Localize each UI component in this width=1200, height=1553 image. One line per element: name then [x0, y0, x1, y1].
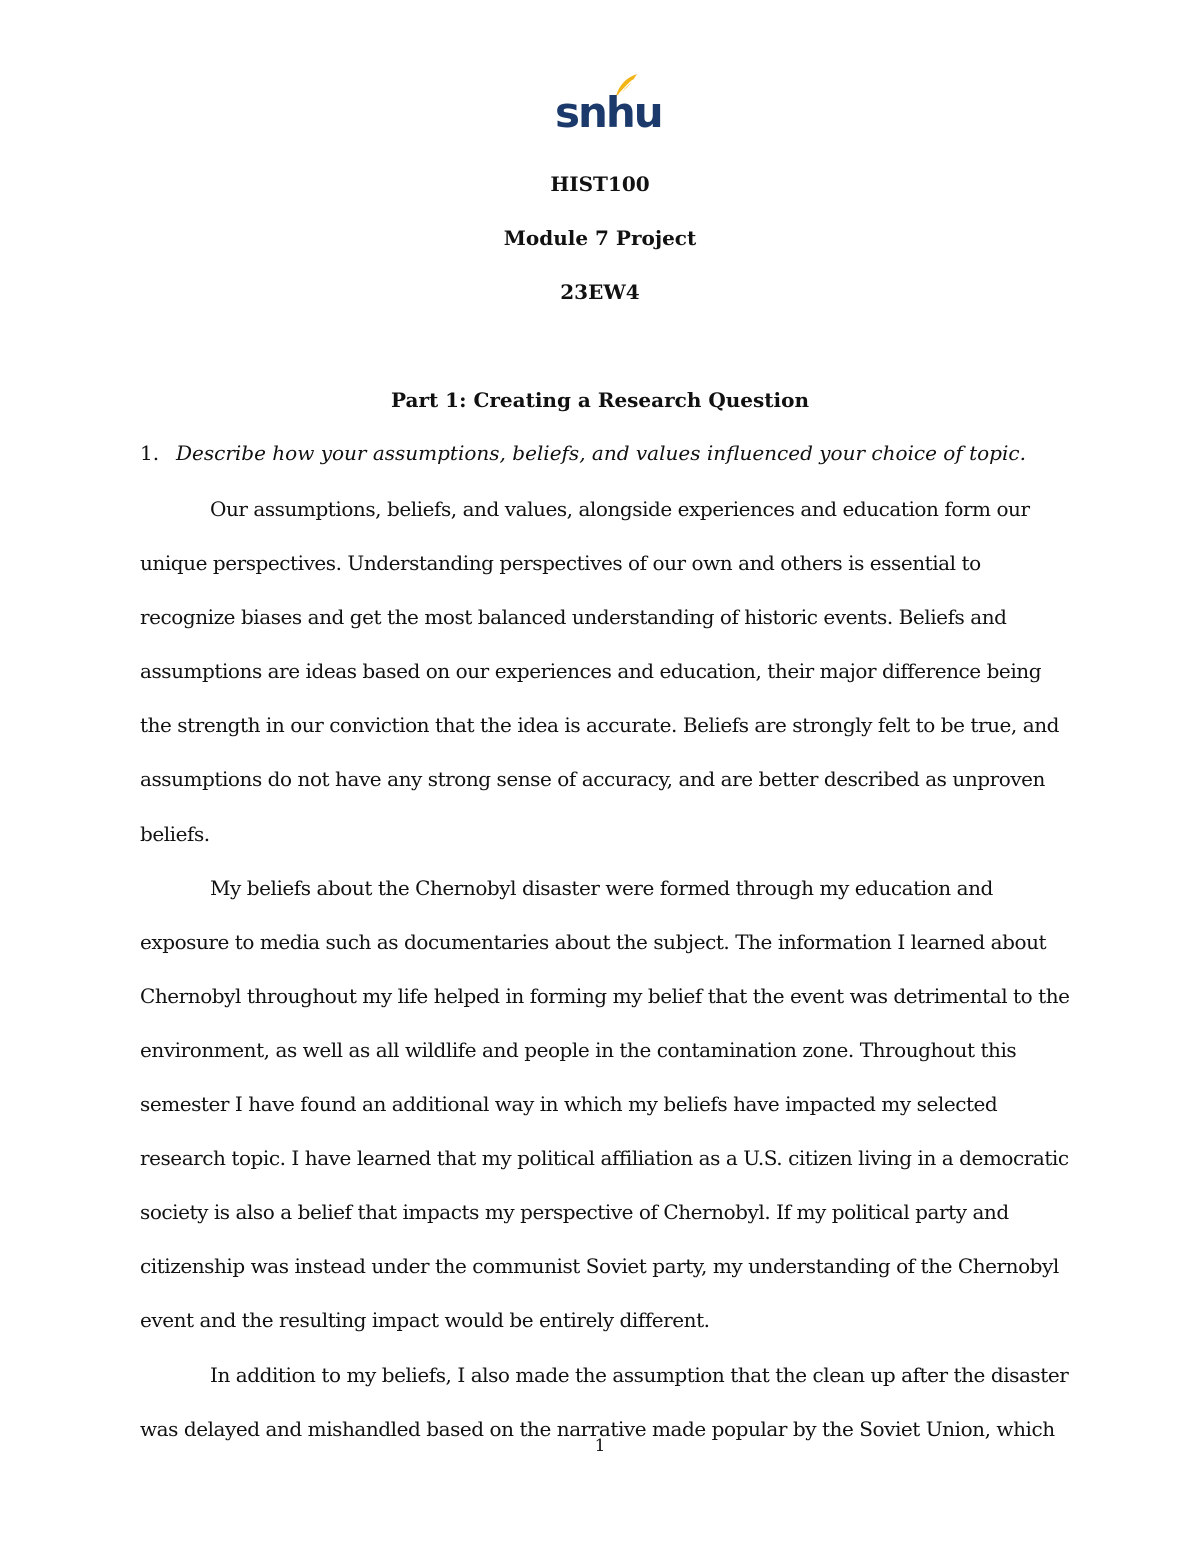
assignment-title: Module 7 Project [503, 226, 697, 250]
logo-wordmark: snhu [555, 88, 662, 137]
page-number: 1 [594, 1436, 606, 1456]
question-text: Describe how your assumptions, beliefs, and values influenced your choice of topic. [176, 441, 1026, 465]
question-line [140, 441, 1026, 465]
term-code: 23EW4 [560, 280, 640, 304]
course-code: HIST100 [550, 172, 650, 196]
snhu-logo [555, 72, 662, 137]
document-body [140, 482, 1070, 1456]
question-number: 1. [140, 441, 160, 465]
body-paragraph: My beliefs about the Chernobyl disaster were formed through my education and exposure to media such as documentaries about the subject. The information I learned about Chernobyl throughout my life helped in forming my belief that the event was detrimental to the environment, as well as all wildlife and people in the contamination zone. Throughout this semester I have found an additional way in which my beliefs have impacted my selected research topic. I have learned that my political affiliation as a U.S. citizen living in a democratic society is also a belief that impacts my perspective of Chernobyl. If my political party and citizenship was instead under the communist Soviet party, my understanding of the Chernobyl event and the resulting impact would be entirely different. [140, 875, 1070, 1333]
body-paragraph: In addition to my beliefs, I also made the assumption that the clean up after the disaster was delayed and mishandled based on the narrative made popular by the Soviet Union, which [140, 1362, 1069, 1441]
section-heading: Part 1: Creating a Research Question [390, 388, 810, 412]
body-paragraph: Our assumptions, beliefs, and values, alongside experiences and education form our unique perspectives. Understanding perspectives of our own and others is essential to recognize biases and get the most balanced understanding of historic events. Beliefs and assumptions are ideas based on our experiences and education, their major difference being the strength in our conviction that the idea is accurate. Beliefs are strongly felt to be true, and assumptions do not have any strong sense of accuracy, and are better described as unproven beliefs. [140, 497, 1059, 846]
